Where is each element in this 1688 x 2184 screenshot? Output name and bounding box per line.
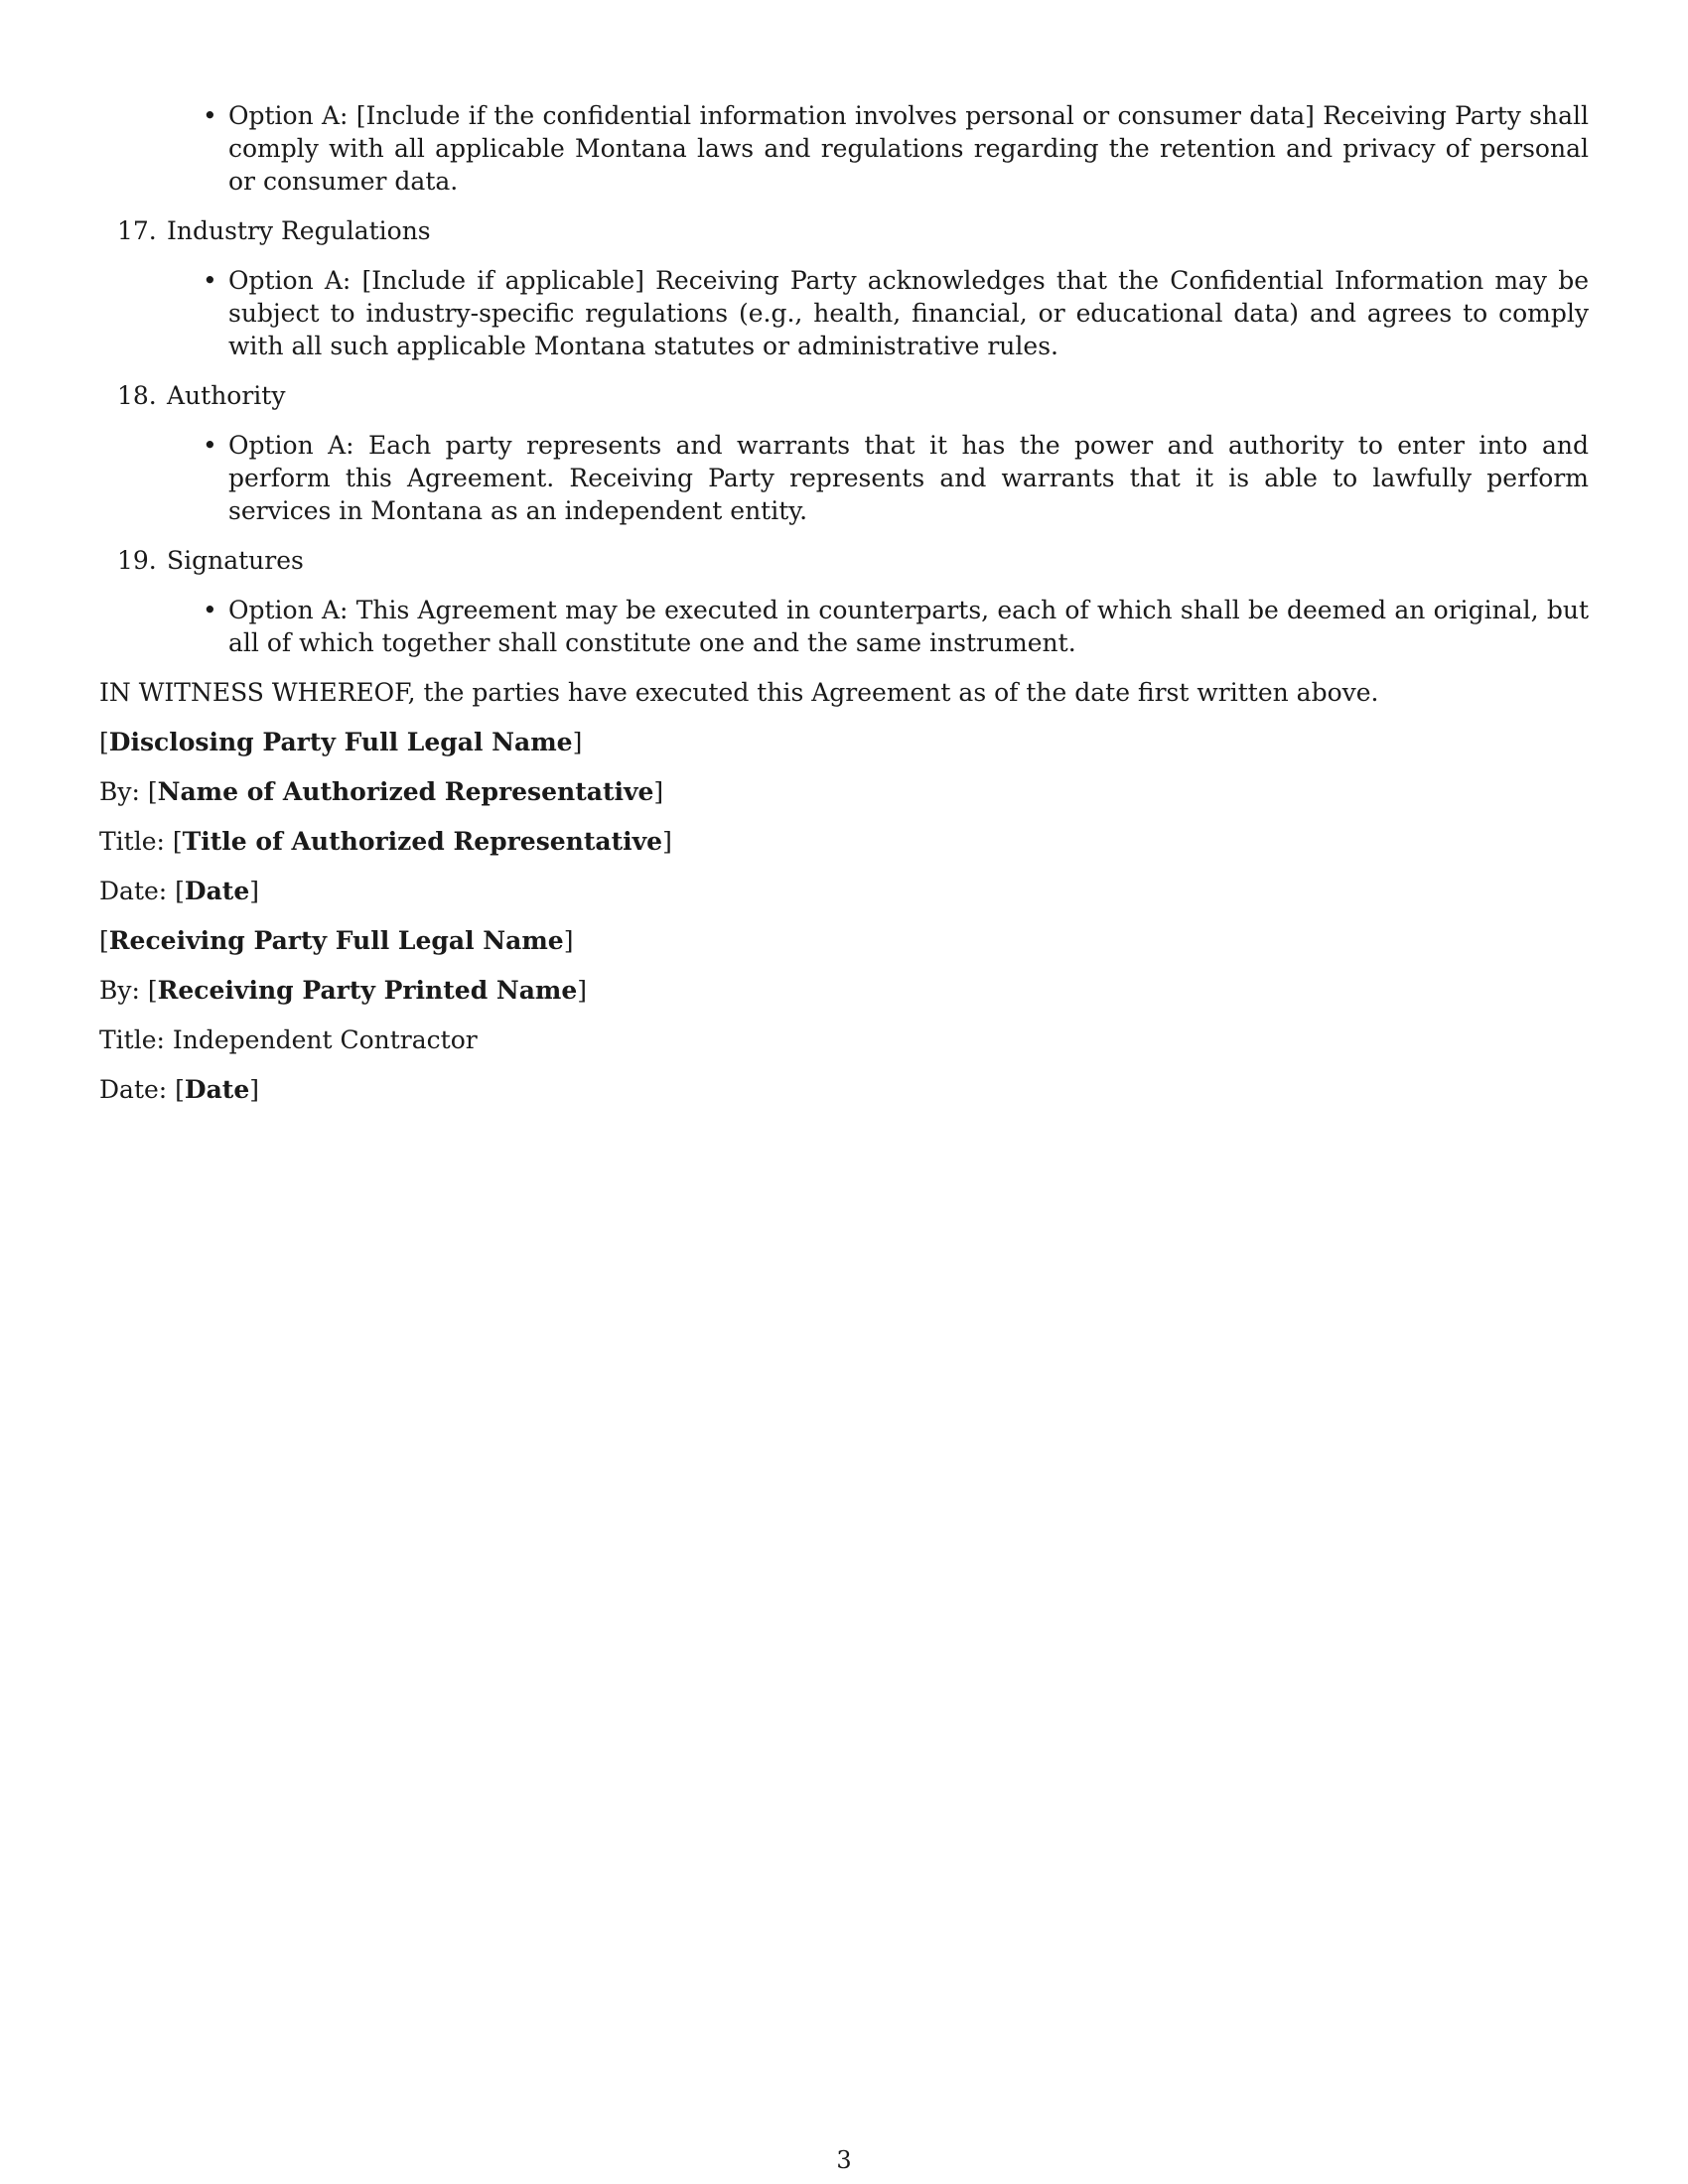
section-heading: Authority [167, 381, 286, 410]
disclosing-title-line: Title: [Title of Authorized Representative] [99, 827, 672, 856]
disclosing-party-name: [Disclosing Party Full Legal Name] [99, 728, 583, 756]
section-heading: Signatures [167, 546, 304, 575]
bullet-authority [203, 429, 1589, 527]
disclosing-date-line: Date: [Date] [99, 877, 260, 905]
bullet-text: Option A: This Agreement may be executed in counterparts, each of which shall be deemed an original, but all of which together shall constitute one and the same instrument. [228, 596, 1589, 657]
bullet-text: Option A: [Include if the confidential information involves personal or consumer data] Receiving Party shall comply with all applicable Montana laws and regulations regarding the retention and privacy of personal or consumer data. [228, 101, 1589, 196]
section-number: 19. [117, 546, 157, 575]
section-17 [117, 214, 1589, 247]
bullet-personal-data [203, 99, 1589, 198]
receiving-by-line: By: [Receiving Party Printed Name] [99, 976, 588, 1005]
bullet-dot-icon: • [203, 266, 217, 295]
receiving-party-name: [Receiving Party Full Legal Name] [99, 926, 574, 955]
receiving-title-line: Title: Independent Contractor [99, 1025, 478, 1054]
bullet-dot-icon: • [203, 596, 217, 624]
bullet-signatures [203, 594, 1589, 659]
document-page [99, 99, 1589, 1106]
page-number: 3 [836, 2146, 852, 2174]
bullet-dot-icon: • [203, 431, 217, 460]
bullet-dot-icon: • [203, 101, 217, 130]
receiving-date-line: Date: [Date] [99, 1075, 260, 1104]
disclosing-by-line: By: [Name of Authorized Representative] [99, 777, 664, 806]
section-number: 17. [117, 216, 157, 245]
witness-paragraph: IN WITNESS WHEREOF, the parties have executed this Agreement as of the date first written above. [99, 678, 1379, 707]
section-heading: Industry Regulations [167, 216, 431, 245]
bullet-text: Option A: [Include if applicable] Receiving Party acknowledges that the Confidential Information may be subject to industry-specific regulations (e.g., health, financial, or educational data) and agrees to comply with all such applicable Montana statutes or administrative rules. [228, 266, 1589, 360]
bullet-industry-regulations [203, 264, 1589, 362]
section-18 [117, 379, 1589, 412]
bullet-text: Option A: Each party represents and warrants that it has the power and authority to enter into and perform this Agreement. Receiving Party represents and warrants that it is able to lawfully perform services in Montana as an independent entity. [228, 431, 1589, 525]
section-19 [117, 544, 1589, 577]
section-number: 18. [117, 381, 157, 410]
